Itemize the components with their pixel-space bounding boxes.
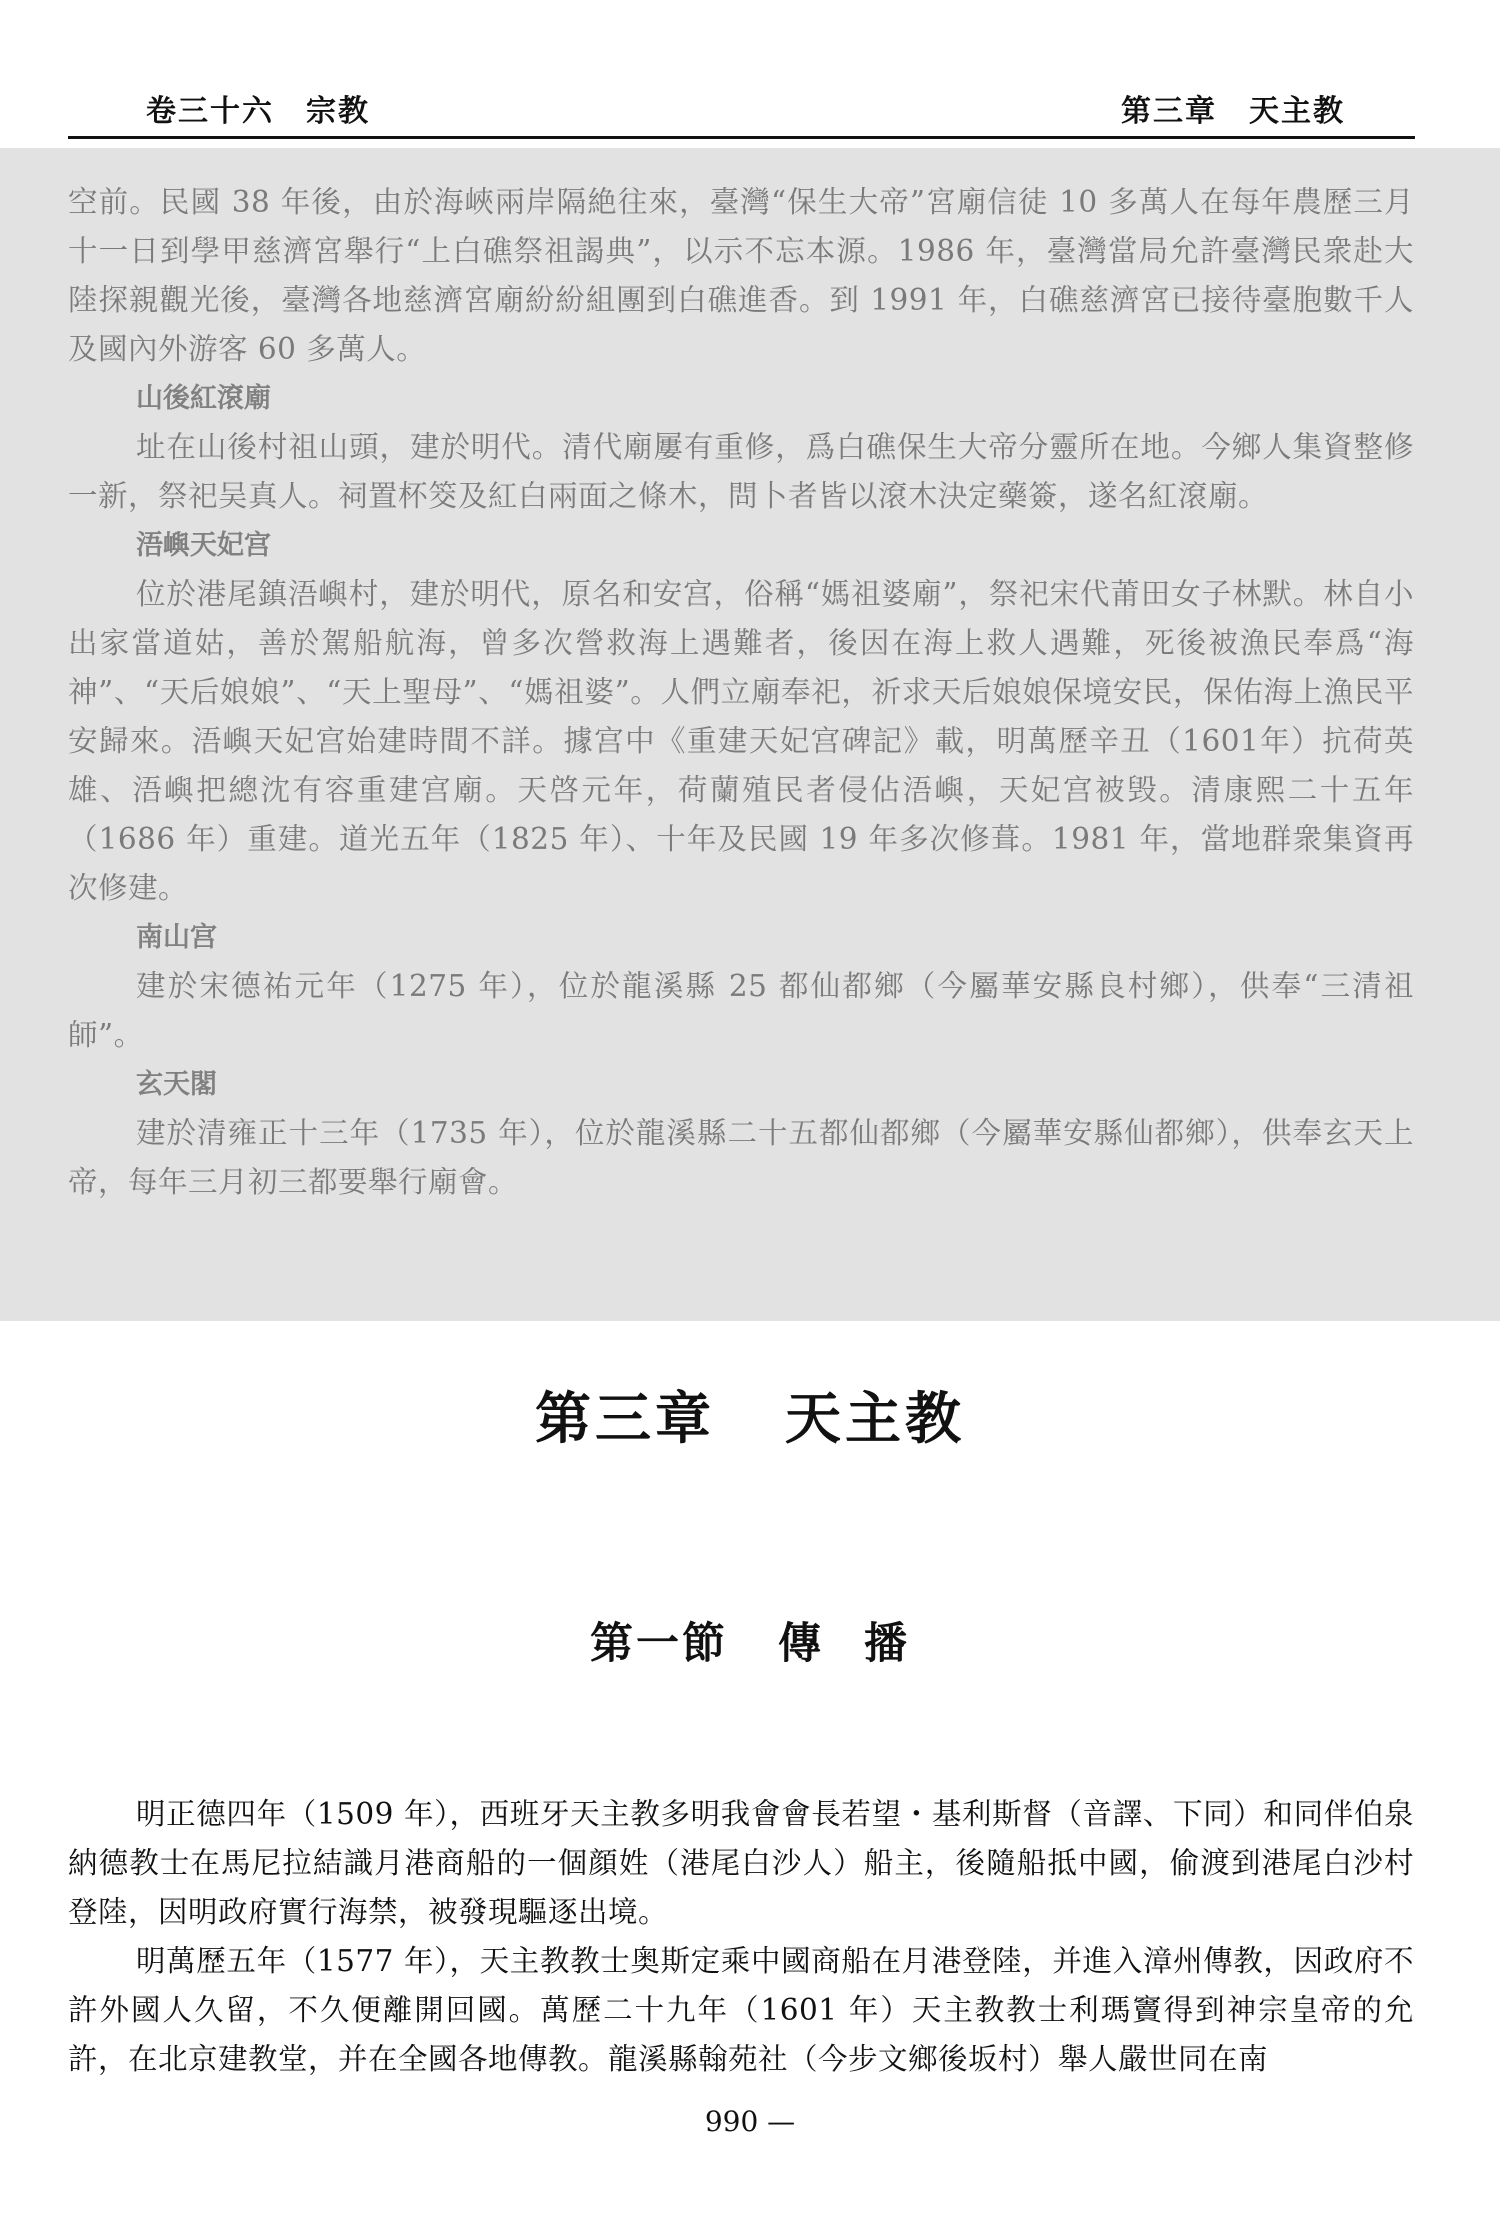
page-number: 990 — — [704, 2105, 796, 2138]
gray-paragraph: 位於港尾鎮浯嶼村，建於明代，原名和安宫，俗稱“媽祖婆廟”，祭祀宋代莆田女子林默。林自小出家當道姑，善於駕船航海，曾多次營救海上遇難者，後因在海上救人遇難，死後被漁民奉爲“海神”、“天后娘娘”、“天上聖母”、“媽祖婆”。人們立廟奉祀，祈求天后娘娘保境安民，保佑海上漁民平安歸來。浯嶼天妃宫始建時間不詳。據宫中《重建天妃宫碑記》載，明萬歷辛丑（1601年）抗荷英雄、浯嶼把總沈有容重建宫廟。天啓元年，荷蘭殖民者侵佔浯嶼，天妃宫被毁。清康熙二十五年（1686 年）重建。道光五年（1825 年）、十年及民國 19 年多次修葺。1981 年，當地群衆集資再次修建。 — [68, 577, 1414, 905]
header-volume-title: 卷三十六 宗教 — [146, 94, 370, 129]
body-paragraph: 明正德四年（1509 年），西班牙天主教多明我會會長若望・基利斯督（音譯、下同）和同伴伯泉納德教士在馬尼拉結識月港商船的一個顔姓（港尾白沙人）船主，後隨船抵中國，偷渡到港尾白沙村登陸，因明政府實行海禁，被發現驅逐出境。 — [68, 1797, 1414, 1929]
chapter-name: 天主教 — [785, 1387, 965, 1452]
gray-paragraph: 建於清雍正十三年（1735 年），位於龍溪縣二十五都仙都鄉（今屬華安縣仙都鄉），供奉玄天上帝，每年三月初三都要舉行廟會。 — [68, 1116, 1414, 1199]
section-title — [0, 1610, 1500, 1671]
chapter-number: 第三章 — [535, 1387, 715, 1452]
temple-heading: 南山宫 — [136, 922, 217, 953]
temple-heading: 玄天閣 — [136, 1069, 217, 1100]
body-paragraph: 明萬歷五年（1577 年），天主教教士奥斯定乘中國商船在月港登陸，并進入漳州傳教，因政府不許外國人久留，不久便離開回國。萬歷二十九年（1601 年）天主教教士利瑪竇得到神宗皇帝的允許，在北京建教堂，并在全國各地傳教。龍溪縣翰苑社（今步文鄉後坂村）舉人嚴世同在南 — [68, 1944, 1414, 2076]
temple-heading: 山後紅滾廟 — [136, 383, 271, 414]
previous-section-continuation — [0, 148, 1500, 1321]
gray-paragraph: 建於宋德祐元年（1275 年），位於龍溪縣 25 都仙都鄉（今屬華安縣良村鄉），供奉“三清祖師”。 — [68, 969, 1414, 1052]
running-header — [68, 80, 1415, 139]
header-chapter-title: 第三章 天主教 — [1121, 94, 1345, 129]
chapter-title — [0, 1375, 1500, 1455]
section-number: 第一節 — [590, 1619, 728, 1669]
gray-paragraph: 址在山後村祖山頭，建於明代。清代廟屢有重修，爲白礁保生大帝分靈所在地。今鄉人集資整修一新，祭祀吴真人。祠置杯筊及紅白兩面之條木，問卜者皆以滾木決定藥簽，遂名紅滾廟。 — [68, 430, 1414, 513]
section-body — [68, 1790, 1414, 2084]
section-name-char-2: 播 — [864, 1619, 910, 1669]
gray-paragraph: 空前。民國 38 年後，由於海峽兩岸隔絶往來，臺灣“保生大帝”宮廟信徒 10 多萬人在每年農歷三月十一日到學甲慈濟宮舉行“上白礁祭祖謁典”，以示不忘本源。1986 年，臺灣當局允許臺灣民衆赴大陸探親觀光後，臺灣各地慈濟宮廟紛紛組團到白礁進香。到 1991 年，白礁慈濟宮已接待臺胞數千人及國內外游客 60 多萬人。 — [68, 185, 1414, 366]
section-name-char-1: 傳 — [778, 1619, 824, 1669]
temple-heading: 浯嶼天妃宫 — [136, 530, 271, 561]
